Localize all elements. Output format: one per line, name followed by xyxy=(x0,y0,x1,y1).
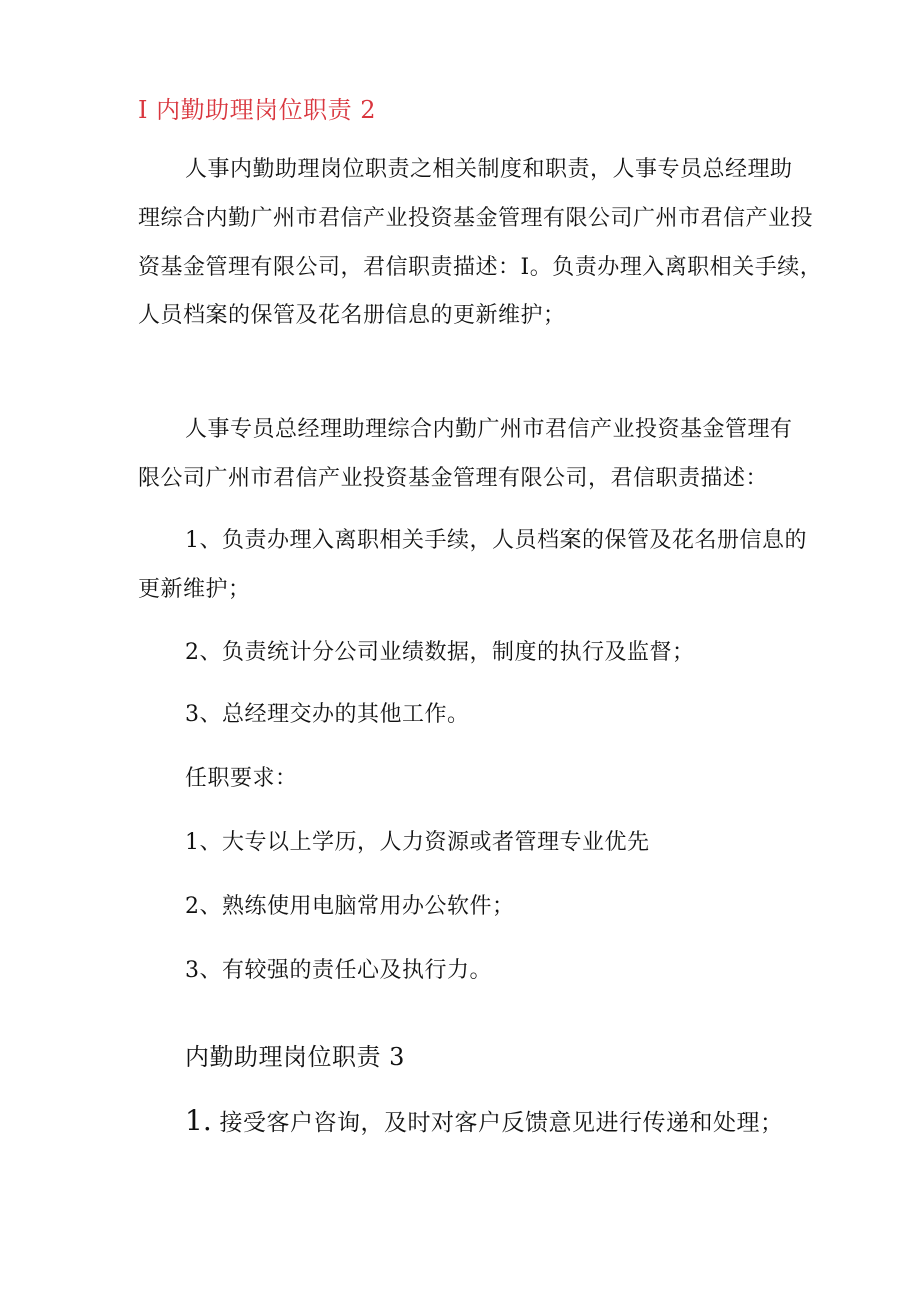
paragraph-1-line-1: 人事内勤助理岗位职责之相关制度和职责，人事专员总经理助 xyxy=(185,157,793,182)
requirement-item-2: 2、熟练使用电脑常用办公软件； xyxy=(185,894,515,919)
paragraph-1-line-2: 理综合内勤广州市君信产业投资基金管理有限公司广州市君信产业投 xyxy=(138,206,814,231)
duty-item-3: 3、总经理交办的其他工作。 xyxy=(185,702,470,727)
section-title-2: I 内勤助理岗位职责 2 xyxy=(138,96,377,124)
section-title-3: 内勤助理岗位职责 3 xyxy=(185,1043,405,1071)
requirements-label: 任职要求： xyxy=(185,766,298,791)
paragraph-1-line-4: 人员档案的保管及花名册信息的更新维护； xyxy=(138,303,566,328)
paragraph-1-line-3: 资基金管理有限公司，君信职责描述：I。负责办理入离职相关手续， xyxy=(138,255,823,280)
duty-item-1-line-1: 1、负责办理入离职相关手续，人员档案的保管及花名册信息的 xyxy=(185,528,807,553)
duty-item-2: 2、负责统计分公司业绩数据，制度的执行及监督； xyxy=(185,640,695,665)
requirement-item-3: 3、有较强的责任心及执行力。 xyxy=(185,958,492,983)
paragraph-2-line-2: 限公司广州市君信产业投资基金管理有限公司，君信职责描述： xyxy=(138,466,769,491)
requirement-item-1: 1、大专以上学历，人力资源或者管理专业优先 xyxy=(185,830,650,855)
duty-item-1-line-2: 更新维护； xyxy=(138,577,251,602)
list-item-1-text: 接受客户咨询，及时对客户反馈意见进行传递和处理； xyxy=(219,1110,784,1136)
list-item-1 xyxy=(185,1106,784,1138)
paragraph-2-line-1: 人事专员总经理助理综合内勤广州市君信产业投资基金管理有 xyxy=(185,417,793,442)
list-item-1-number: 1. xyxy=(185,1104,212,1137)
